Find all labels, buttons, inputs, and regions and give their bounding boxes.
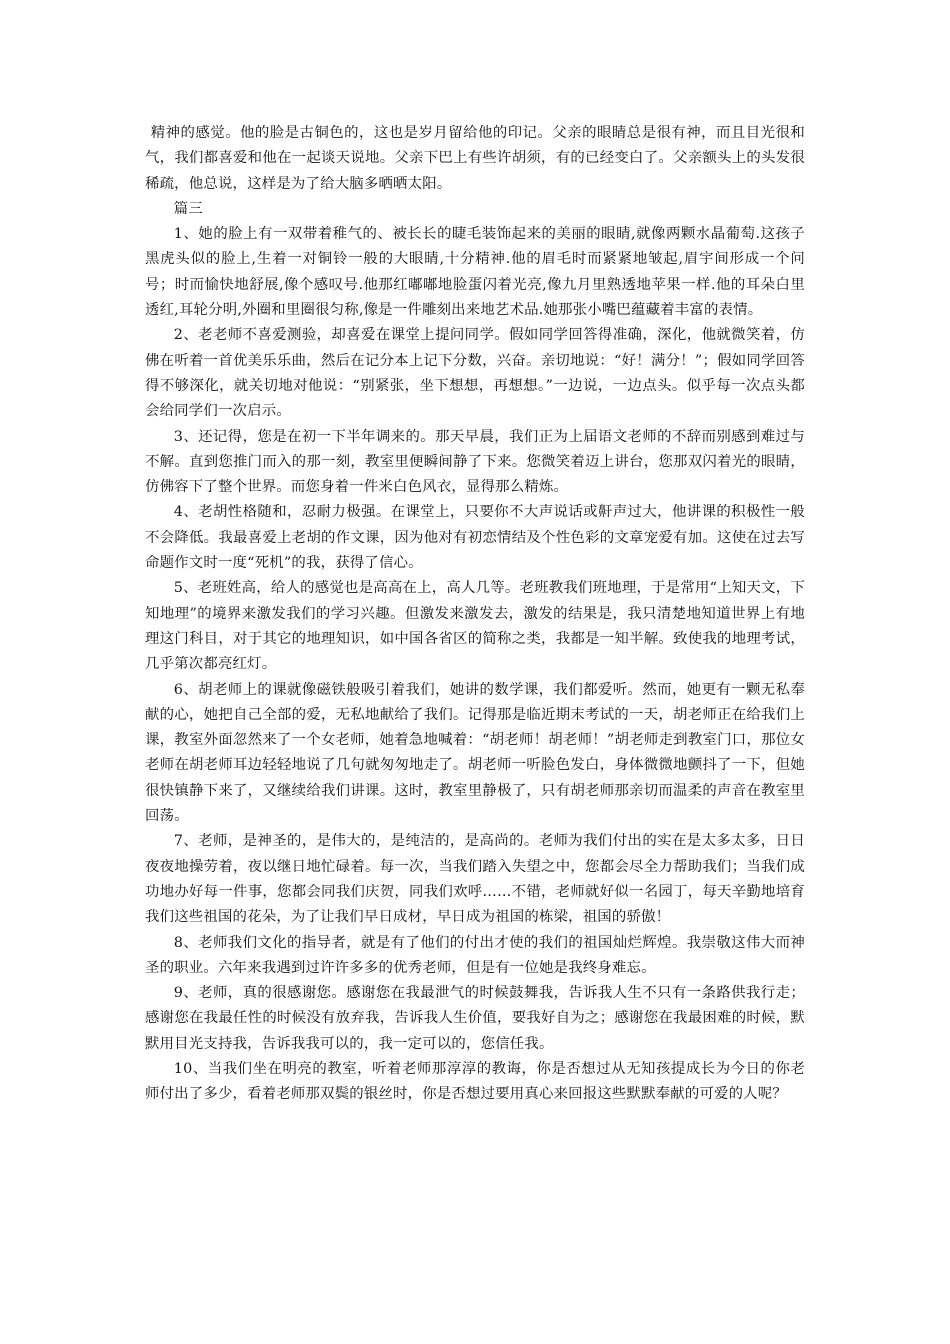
paragraph-4: 4、老胡性格随和，忍耐力极强。在课堂上，只要你不大声说话或鼾声过大，他讲课的积极性一般不会降低。我最喜爱上老胡的作文课，因为他对有初恋情结及个性色彩的文章宠爱有加。这使在过去写命题作文时一度“死机”的我，获得了信心。 [145, 504, 805, 572]
paragraph-2: 2、老老师不喜爱测验，却喜爱在课堂上提问同学。假如同学回答得准确，深化，他就微笑着，仿佛在听着一首优美乐乐曲，然后在记分本上记下分数，兴奋。亲切地说：“好！满分！”；假如同学回答得不够深化，就关切地对他说：“别紧张，坐下想想，再想想。”一边说，一边点头。似乎每一次点头都会给同学们一次启示。 [145, 327, 805, 420]
paragraph-7: 7、老师，是神圣的，是伟大的，是纯洁的，是高尚的。老师为我们付出的实在是太多太多，日日夜夜地操劳着，夜以继日地忙碌着。每一次，当我们踏入失望之中，您都会尽全力帮助我们；当我们成功地办好每一件事，您都会同我们庆贺，同我们欢呼……不错，老师就好似一名园丁，每天辛勤地培育我们这些祖国的花朵，为了让我们早日成材，早日成为祖国的栋梁，祖国的骄傲！ [145, 833, 805, 926]
paragraph-10: 10、当我们坐在明亮的教室，听着老师那淳淳的教诲，你是否想过从无知孩提成长为今日的你老师付出了多少，看着老师那双鬓的银丝时，你是否想过要用真心来回报这些默默奉献的可爱的人呢？ [145, 1060, 805, 1103]
paragraph-3: 3、还记得，您是在初一下半年调来的。那天早晨，我们正为上届语文老师的不辞而别感到难过与不解。直到您推门而入的那一刻，教室里便瞬间静了下来。您微笑着迈上讲台，您那双闪着光的眼睛，仿佛容下了整个世界。而您身着一件米白色风衣，显得那么精炼。 [145, 428, 805, 496]
document-page [145, 121, 805, 1108]
paragraph-9: 9、老师，真的很感谢您。感谢您在我最泄气的时候鼓舞我，告诉我人生不只有一条路供我行走；感谢您在我最任性的时候没有放弃我，告诉我人生价值，要我好自为之；感谢您在我最困难的时候，默默用目光支持我，告诉我我可以的，我一定可以的，您信任我。 [145, 985, 805, 1052]
paragraph-1: 1、她的脸上有一双带着稚气的、被长长的睫毛装饰起来的美丽的眼睛,就像两颗水晶葡萄.这孩子黑虎头似的脸上,生着一对铜铃一般的大眼睛,十分精神.他的眉毛时而紧紧地皱起,眉宇间形成一个问号；时而愉快地舒展,像个感叹号.他那红嘟嘟地脸蛋闪着光亮,像九月里熟透地苹果一样.他的耳朵白里透红,耳轮分明,外圈和里圈很匀称,像是一件雕刻出来地艺术品.她那张小嘴巴蕴藏着丰富的表情。 [145, 226, 805, 319]
paragraph-8: 8、老师我们文化的指导者，就是有了他们的付出才使的我们的祖国灿烂辉煌。我崇敬这伟大而神圣的职业。六年来我遇到过许许多多的优秀老师，但是有一位她是我终身难忘。 [145, 934, 805, 976]
continuation-paragraph: 精神的感觉。他的脸是古铜色的，这也是岁月留给他的印记。父亲的眼睛总是很有神，而且目光很和气，我们都喜爱和他在一起谈天说地。父亲下巴上有些许胡须，有的已经变白了。父亲额头上的头发很稀疏，他总说，这样是为了给大脑多晒晒太阳。 [145, 125, 805, 192]
paragraph-5: 5、老班姓高，给人的感觉也是高高在上，高人几等。老班教我们班地理，于是常用“上知天文，下知地理”的境界来激发我们的学习兴趣。但激发来激发去，激发的结果是，我只清楚地知道世界上有地理这门科目，对于其它的地理知识，如中国各省区的简称之类，我都是一知半解。致使我的地理考试，几乎第次都亮红灯。 [145, 580, 805, 673]
section-title: 篇三 [173, 200, 203, 217]
paragraph-6: 6、胡老师上的课就像磁铁般吸引着我们，她讲的数学课，我们都爱听。然而，她更有一颗无私奉献的心，她把自己全部的爱，无私地献给了我们。记得那是临近期末考试的一天，胡老师正在给我们上课，教室外面忽然来了一个女老师，她着急地喊着：“胡老师！胡老师！”胡老师走到教室门口，那位女老师在胡老师耳边轻轻地说了几句就匆匆地走了。胡老师一听脸色发白，身体微微地颤抖了一下，但她很快镇静下来了，又继续给我们讲课。这时，教室里静极了，只有胡老师那亲切而温柔的声音在教室里回荡。 [145, 681, 805, 825]
